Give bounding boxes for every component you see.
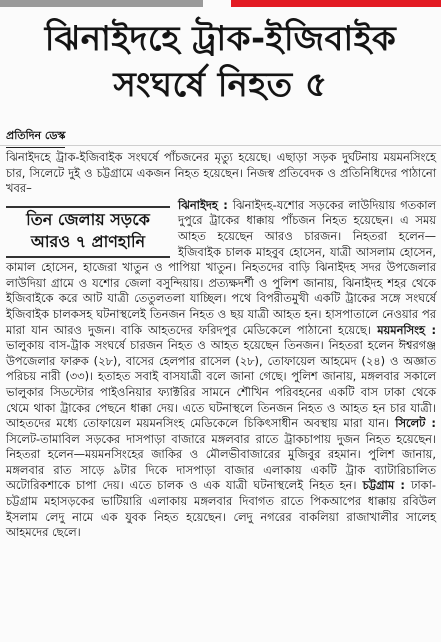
top-bar-red [231,0,441,7]
headline: ঝিনাইদহে ট্রাক-ইজিবাইক সংঘর্ষে নিহত ৫ [44,19,397,105]
article-body [6,150,436,541]
paragraph-intro: ঝিনাইদহে ট্রাক-ইজিবাইক সংঘর্ষে পাঁচজনের মৃত্যু হয়েছে। এছাড়া সড়ক দুর্ঘটনায় ময়মনসিংহে চার, সিলেটে দুই ও চট্টগ্রামে একজন নিহত হয়েছেন। নিজস্ব প্রতিবেদক ও প্রতিনিধিদের পাঠানো খবর– [6,150,436,196]
dateline-chattogram: চট্টগ্রাম : [356,478,405,493]
jhenaidah-text: ঝিনাইদহ-যশোর সড়কের লাউদিয়ায় গতকাল দুপুরে ট্রাকের ধাক্কায় পাঁচজন নিহত হয়েছেন। এ সময় আহত হয়েছেন আরও চারজন। নিহতরা হলেন— ইজিবাইক চালক মাহবুব হোসেন, যাত্রী আসলাম হোসেন, কামাল হোসেন, হাজেরা খাতুন ও পাপিয়া খাতুন। নিহতদের বাড়ি ঝিনাইদহ সদর উপজেলার লাউদিয়া গ্রামে ও যশোর জেলা বসুন্দিয়ায়। প্রত্যক্ষদর্শী ও পুলিশ জানায়, ঝিনাইদহ শহর থেকে ইজিবাইকে করে আট যাত্রী তেতুলতলা যাচ্ছিল। পথে বিপরীতমুখী একটি ট্রাকের সঙ্গে সংঘর্ষে ইজিবাইক চালকসহ ঘটনাস্থলেই তিনজন নিহত ও ছয় যাত্রী আহত হন। হাসপাতালে নেওয়ার পর মারা যান আরও দুজন। বাকি আহতদের ফরিদপুর মেডিকেলে পাঠানো হয়েছে। [6,197,436,337]
byline: প্রতিদিন ডেস্ক [6,127,65,148]
dateline-jhenaidah: ঝিনাইদহ : [178,197,228,212]
paragraph-jhenaidah [6,198,436,541]
pull-quote: তিন জেলায় সড়কে আরও ৭ প্রাণহানি [6,206,170,258]
dateline-mymensingh: ময়মনসিংহ : [370,322,436,337]
top-bar-tab [203,0,231,7]
sylhet-text: সিলেট-তামাবিল সড়কের দাসপাড়া বাজারে মঙ্গলবার রাতে ট্রাকচাপায় দুজন নিহত হয়েছেন। নিহতরা হলেন—ময়মনসিংহের জাকির ও মৌলভীবাজারের মুজিবুর রহমান। পুলিশ জানায়, মঙ্গলবার রাত সাড়ে ৯টার দিকে দাসপাড়া বাজার এলাকায় একটি ট্রাক ব্যাটারিচালিত অটোরিকশাকে চাপা দেয়। এতে চালক ও এক যাত্রী ঘটনাস্থলেই নিহত হন। [6,431,436,493]
mymensingh-text: ভালুকায় বাস-ট্রাক সংঘর্ষে চারজন নিহত ও আহত হয়েছেন তিনজন। নিহতরা হলেন ঈশ্বরগঞ্জ উপজেলার ফারুক (২৮), বাসের হেলপার রাসেল (২৮), তোফায়েল আহমেদ (২৪) ও অজ্ঞাত পরিচয় নারী (৩৩)। হতাহত সবাই বাসযাত্রী বলে জানা গেছে। পুলিশ জানায়, মঙ্গলবার সকালে ভালুকার সিডস্টোর পাইওনিয়ার ফ্যাক্টরির সামনে শৌখিন পরিবহনের একটি বাস ঢাকা থেকে থেমে থাকা ট্রাকের পেছনে ধাক্কা দেয়। এতে ঘটনাস্থলে তিনজন নিহত ও আহত হন চার যাত্রী। আহতদের মধ্যে তোফায়েল ময়মনসিংহ মেডিকেলে চিকিৎসাধীন অবস্থায় মারা যান। [6,338,436,431]
divider [0,145,441,146]
chattogram-text: ঢাকা-চট্টগ্রাম মহাসড়কের ভাটিয়ারি এলাকায় মঙ্গলবার দিবাগত রাতে পিকআপের ধাক্কায় রবিউল ইসলাম লেদু নামে এক যুবক নিহত হয়েছেন। লেদু নগরের বাকলিয়া রাজাখালীর সালেহ আহমদের ছেলে। [6,478,437,540]
top-color-bar [0,0,441,7]
dateline-sylhet: সিলেট : [389,416,436,431]
top-bar-gray [0,0,203,7]
